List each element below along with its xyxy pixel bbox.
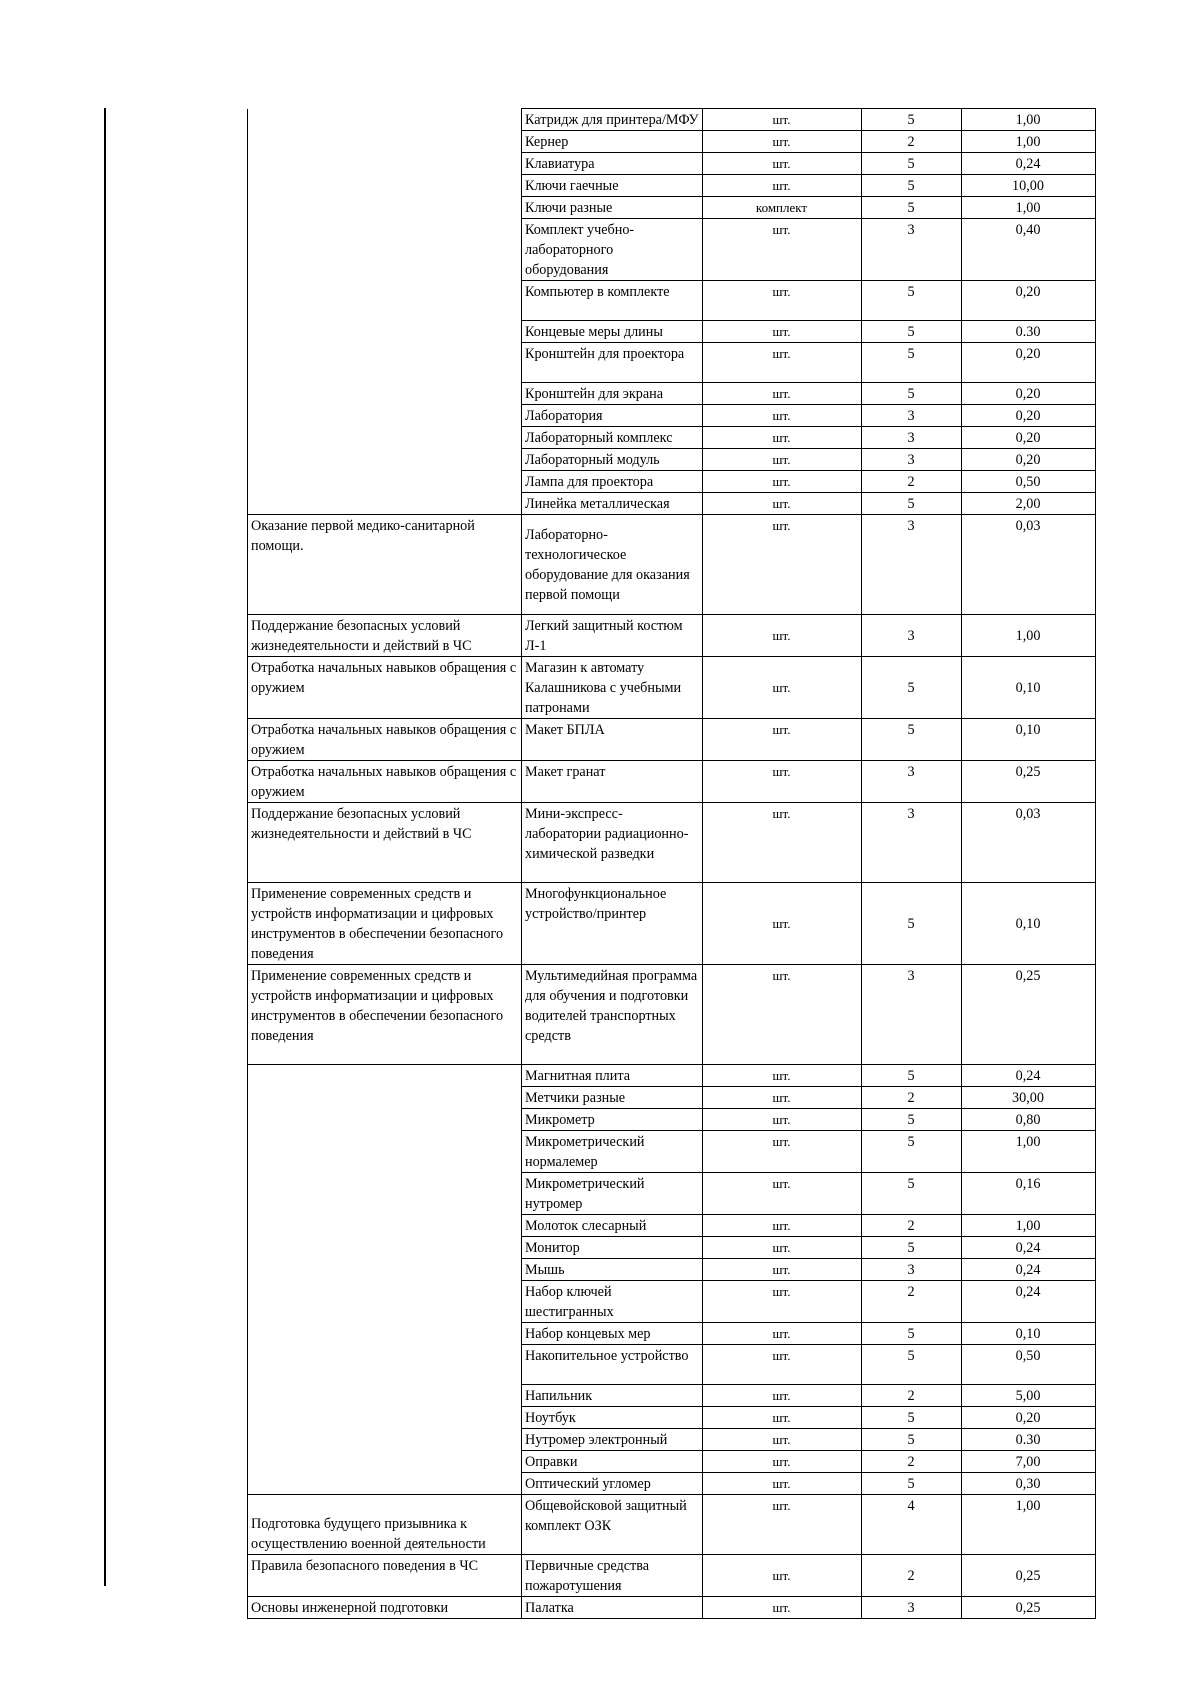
item-unit: шт. [702, 383, 861, 405]
table-row [248, 1555, 1096, 1597]
item-value: 0,10 [961, 883, 1095, 965]
item-unit: шт. [702, 1451, 861, 1473]
activity-cell: Правила безопасного поведения в ЧС [248, 1555, 522, 1597]
item-unit: шт. [702, 965, 861, 1065]
item-name: Лабораторный комплекс [522, 427, 703, 449]
item-name: Лампа для проектора [522, 471, 703, 493]
item-unit: шт. [702, 719, 861, 761]
item-unit: шт. [702, 1407, 861, 1429]
item-qty: 4 [861, 1495, 961, 1555]
item-name: Микрометр [522, 1109, 703, 1131]
item-value: 0,20 [961, 383, 1095, 405]
item-value: 0.30 [961, 1429, 1095, 1451]
item-name: Набор ключей шестигранных [522, 1281, 703, 1323]
item-name: Кронштейн для проектора [522, 343, 703, 383]
item-value: 0,40 [961, 219, 1095, 281]
item-unit: шт. [702, 1215, 861, 1237]
item-name: Легкий защитный костюм Л-1 [522, 615, 703, 657]
left-margin-rule [104, 108, 106, 1586]
item-qty: 3 [861, 405, 961, 427]
item-qty: 3 [861, 965, 961, 1065]
item-qty: 2 [861, 1087, 961, 1109]
item-unit: шт. [702, 219, 861, 281]
item-qty: 5 [861, 383, 961, 405]
item-unit: шт. [702, 449, 861, 471]
item-unit: шт. [702, 1597, 861, 1619]
item-qty: 2 [861, 471, 961, 493]
item-value: 1,00 [961, 1215, 1095, 1237]
item-qty: 5 [861, 657, 961, 719]
item-qty: 5 [861, 1323, 961, 1345]
item-qty: 3 [861, 515, 961, 615]
item-name: Магнитная плита [522, 1065, 703, 1087]
activity-cell: Отработка начальных навыков обращения с оружием [248, 761, 522, 803]
item-value: 0,25 [961, 1555, 1095, 1597]
item-name: Лабораторно-технологическое оборудование для оказания первой помощи [522, 515, 703, 615]
item-unit: шт. [702, 1173, 861, 1215]
item-name: Набор концевых мер [522, 1323, 703, 1345]
item-unit: шт. [702, 1109, 861, 1131]
item-unit: шт. [702, 493, 861, 515]
item-qty: 5 [861, 1407, 961, 1429]
item-value: 0,20 [961, 449, 1095, 471]
table-row [248, 965, 1096, 1065]
item-value: 30,00 [961, 1087, 1095, 1109]
item-qty: 5 [861, 719, 961, 761]
item-value: 0,50 [961, 1345, 1095, 1385]
item-qty: 5 [861, 1429, 961, 1451]
item-qty: 5 [861, 343, 961, 383]
item-qty: 3 [861, 803, 961, 883]
activity-cell: Оказание первой медико-санитарной помощи. [248, 515, 522, 615]
item-value: 0,24 [961, 1281, 1095, 1323]
activity-cell: Применение современных средств и устройств информатизации и цифровых инструментов в обеспечении безопасного поведения [248, 965, 522, 1065]
item-unit: комплект [702, 197, 861, 219]
item-qty: 5 [861, 281, 961, 321]
item-qty: 2 [861, 1385, 961, 1407]
item-name: Накопительное устройство [522, 1345, 703, 1385]
item-qty: 5 [861, 153, 961, 175]
item-unit: шт. [702, 175, 861, 197]
item-unit: шт. [702, 1385, 861, 1407]
item-name: Магазин к автомату Калашникова с учебными патронами [522, 657, 703, 719]
item-qty: 3 [861, 761, 961, 803]
item-value: 0,24 [961, 1237, 1095, 1259]
item-qty: 5 [861, 1065, 961, 1087]
item-name: Палатка [522, 1597, 703, 1619]
item-unit: шт. [702, 1555, 861, 1597]
item-qty: 5 [861, 175, 961, 197]
item-value: 0,03 [961, 803, 1095, 883]
item-unit: шт. [702, 1495, 861, 1555]
item-name: Компьютер в комплекте [522, 281, 703, 321]
item-qty: 5 [861, 1109, 961, 1131]
item-value: 0,20 [961, 343, 1095, 383]
table-row [248, 1495, 1096, 1555]
item-unit: шт. [702, 515, 861, 615]
item-value: 1,00 [961, 131, 1095, 153]
item-unit: шт. [702, 803, 861, 883]
item-unit: шт. [702, 343, 861, 383]
table-row [248, 615, 1096, 657]
item-qty: 2 [861, 1555, 961, 1597]
activity-cell: Основы инженерной подготовки [248, 1597, 522, 1619]
item-unit: шт. [702, 1345, 861, 1385]
item-name: Мини-экспресс-лаборатории радиационно-химической разведки [522, 803, 703, 883]
activity-cell: Отработка начальных навыков обращения с оружием [248, 657, 522, 719]
item-unit: шт. [702, 471, 861, 493]
item-value: 7,00 [961, 1451, 1095, 1473]
item-value: 0,30 [961, 1473, 1095, 1495]
item-unit: шт. [702, 761, 861, 803]
item-name: Микрометрический нормалемер [522, 1131, 703, 1173]
item-qty: 3 [861, 449, 961, 471]
item-value: 2,00 [961, 493, 1095, 515]
item-unit: шт. [702, 1323, 861, 1345]
item-name: Ключи гаечные [522, 175, 703, 197]
item-unit: шт. [702, 131, 861, 153]
item-name: Оптический угломер [522, 1473, 703, 1495]
item-value: 0,20 [961, 1407, 1095, 1429]
item-value: 0,80 [961, 1109, 1095, 1131]
item-value: 0,20 [961, 427, 1095, 449]
item-name: Макет гранат [522, 761, 703, 803]
item-unit: шт. [702, 1237, 861, 1259]
item-qty: 5 [861, 197, 961, 219]
item-value: 1,00 [961, 1131, 1095, 1173]
item-name: Комплект учебно-лабораторного оборудования [522, 219, 703, 281]
item-qty: 2 [861, 1215, 961, 1237]
item-unit: шт. [702, 883, 861, 965]
item-qty: 5 [861, 493, 961, 515]
item-qty: 5 [861, 109, 961, 131]
item-qty: 5 [861, 1473, 961, 1495]
item-value: 0,24 [961, 1065, 1095, 1087]
item-value: 0,10 [961, 657, 1095, 719]
item-value: 0,20 [961, 405, 1095, 427]
item-name: Кернер [522, 131, 703, 153]
item-value: 0,25 [961, 965, 1095, 1065]
item-unit: шт. [702, 1473, 861, 1495]
item-unit: шт. [702, 1281, 861, 1323]
item-value: 0,50 [961, 471, 1095, 493]
item-name: Макет БПЛА [522, 719, 703, 761]
item-name: Микрометрический нутромер [522, 1173, 703, 1215]
table-row [248, 515, 1096, 615]
item-qty: 5 [861, 1237, 961, 1259]
item-unit: шт. [702, 321, 861, 343]
item-value: 1,00 [961, 1495, 1095, 1555]
item-unit: шт. [702, 1087, 861, 1109]
item-value: 0,20 [961, 281, 1095, 321]
item-qty: 3 [861, 427, 961, 449]
item-qty: 5 [861, 883, 961, 965]
item-qty: 3 [861, 1259, 961, 1281]
item-value: 0,25 [961, 761, 1095, 803]
item-unit: шт. [702, 405, 861, 427]
item-name: Лаборатория [522, 405, 703, 427]
item-qty: 3 [861, 615, 961, 657]
item-name: Линейка металлическая [522, 493, 703, 515]
item-name: Оправки [522, 1451, 703, 1473]
item-name: Катридж для принтера/МФУ [522, 109, 703, 131]
item-unit: шт. [702, 1131, 861, 1173]
item-qty: 5 [861, 321, 961, 343]
item-name: Ноутбук [522, 1407, 703, 1429]
item-value: 1,00 [961, 109, 1095, 131]
item-value: 0,03 [961, 515, 1095, 615]
activity-cell: Применение современных средств и устройств информатизации и цифровых инструментов в обеспечении безопасного поведения [248, 883, 522, 965]
table-row [248, 883, 1096, 965]
activity-cell [248, 1065, 522, 1495]
activity-cell: Поддержание безопасных условий жизнедеятельности и действий в ЧС [248, 803, 522, 883]
item-qty: 3 [861, 219, 961, 281]
item-value: 0,24 [961, 1259, 1095, 1281]
item-qty: 5 [861, 1173, 961, 1215]
item-unit: шт. [702, 281, 861, 321]
item-name: Общевойсковой защитный комплект ОЗК [522, 1495, 703, 1555]
item-unit: шт. [702, 427, 861, 449]
item-unit: шт. [702, 615, 861, 657]
item-name: Молоток слесарный [522, 1215, 703, 1237]
item-qty: 2 [861, 1451, 961, 1473]
item-name: Ключи разные [522, 197, 703, 219]
item-unit: шт. [702, 1259, 861, 1281]
item-unit: шт. [702, 1429, 861, 1451]
item-value: 0,25 [961, 1597, 1095, 1619]
table-row [248, 761, 1096, 803]
item-name: Многофункциональное устройство/принтер [522, 883, 703, 965]
item-qty: 2 [861, 1281, 961, 1323]
item-value: 0,16 [961, 1173, 1095, 1215]
table-row [248, 1597, 1096, 1619]
table-row [248, 1065, 1096, 1087]
table-row [248, 657, 1096, 719]
item-value: 5,00 [961, 1385, 1095, 1407]
item-value: 1,00 [961, 197, 1095, 219]
item-unit: шт. [702, 109, 861, 131]
table-row [248, 109, 1096, 131]
item-name: Кронштейн для экрана [522, 383, 703, 405]
item-name: Лабораторный модуль [522, 449, 703, 471]
item-unit: шт. [702, 1065, 861, 1087]
item-value: 0.30 [961, 321, 1095, 343]
item-qty: 3 [861, 1597, 961, 1619]
item-value: 1,00 [961, 615, 1095, 657]
item-name: Напильник [522, 1385, 703, 1407]
item-name: Монитор [522, 1237, 703, 1259]
item-name: Первичные средства пожаротушения [522, 1555, 703, 1597]
item-name: Мультимедийная программа для обучения и подготовки водителей транспортных средств [522, 965, 703, 1065]
item-qty: 2 [861, 131, 961, 153]
table-row [248, 719, 1096, 761]
item-name: Метчики разные [522, 1087, 703, 1109]
item-name: Клавиатура [522, 153, 703, 175]
item-name: Мышь [522, 1259, 703, 1281]
activity-cell: Отработка начальных навыков обращения с оружием [248, 719, 522, 761]
item-qty: 5 [861, 1345, 961, 1385]
item-value: 10,00 [961, 175, 1095, 197]
item-value: 0,10 [961, 719, 1095, 761]
table-row [248, 803, 1096, 883]
item-name: Концевые меры длины [522, 321, 703, 343]
item-unit: шт. [702, 153, 861, 175]
item-name: Нутромер электронный [522, 1429, 703, 1451]
activity-cell [248, 1495, 522, 1555]
item-unit: шт. [702, 657, 861, 719]
item-value: 0,24 [961, 153, 1095, 175]
item-value: 0,10 [961, 1323, 1095, 1345]
equipment-table [247, 108, 1096, 1619]
item-qty: 5 [861, 1131, 961, 1173]
activity-text: Подготовка будущего призывника к осуществлению военной деятельности [251, 1516, 486, 1552]
activity-cell: Поддержание безопасных условий жизнедеятельности и действий в ЧС [248, 615, 522, 657]
activity-cell [248, 109, 522, 515]
